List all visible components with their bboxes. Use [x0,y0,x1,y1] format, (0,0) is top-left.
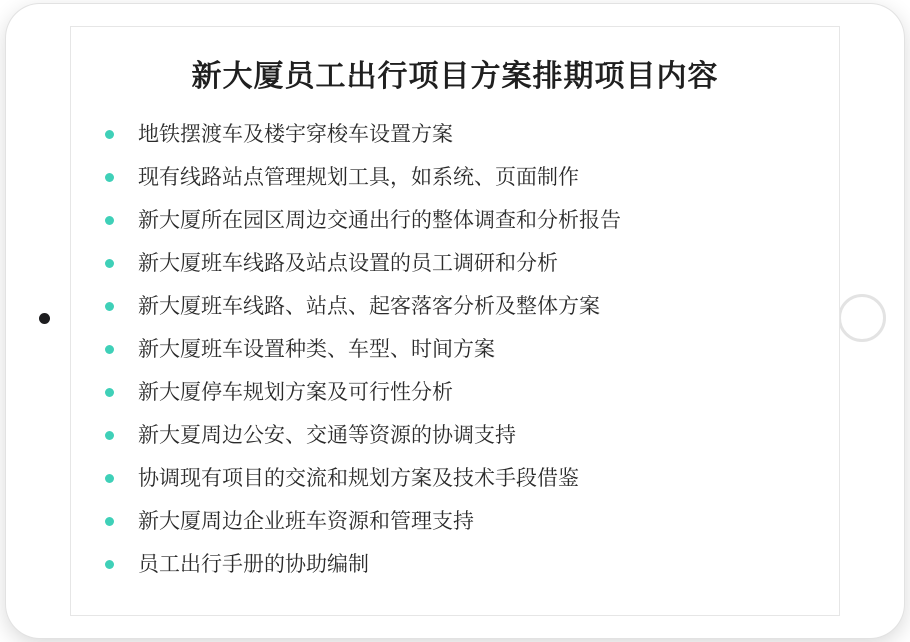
home-button-icon[interactable] [838,294,886,342]
list-item [105,199,805,242]
slide-screen [70,26,840,616]
list-item-label: 新大厦停车规划方案及可行性分析 [138,380,453,404]
camera-icon [39,313,50,324]
bullet-dot-icon [105,302,114,311]
list-item [105,328,805,371]
list-item [105,156,805,199]
bullet-list [71,105,839,586]
list-item-label: 协调现有项目的交流和规划方案及技术手段借鉴 [138,466,579,490]
list-item [105,457,805,500]
list-item-label: 新大厦班车设置种类、车型、时间方案 [138,337,495,361]
list-item [105,242,805,285]
list-item-label: 新大厦班车线路及站点设置的员工调研和分析 [138,251,558,275]
bullet-dot-icon [105,388,114,397]
list-item-label: 现有线路站点管理规划工具，如系统、页面制作 [138,165,579,189]
list-item-label: 员工出行手册的协助编制 [138,552,369,576]
list-item [105,500,805,543]
bullet-dot-icon [105,259,114,268]
list-item [105,113,805,156]
bullet-dot-icon [105,560,114,569]
bullet-dot-icon [105,216,114,225]
list-item [105,414,805,457]
list-item-label: 地铁摆渡车及楼宇穿梭车设置方案 [138,122,453,146]
tablet-device-frame [6,4,904,638]
list-item-label: 新大厦所在园区周边交通出行的整体调查和分析报告 [138,208,621,232]
bullet-dot-icon [105,517,114,526]
bullet-dot-icon [105,431,114,440]
bullet-dot-icon [105,474,114,483]
page-title: 新大厦员工出行项目方案排期项目内容 [191,60,719,93]
list-item [105,285,805,328]
list-item-label: 新大夏周边公安、交通等资源的协调支持 [138,423,516,447]
bullet-dot-icon [105,130,114,139]
list-item-label: 新大厦班车线路、站点、起客落客分析及整体方案 [138,294,600,318]
bullet-dot-icon [105,173,114,182]
list-item [105,543,805,586]
bullet-dot-icon [105,345,114,354]
list-item [105,371,805,414]
list-item-label: 新大厦周边企业班车资源和管理支持 [138,509,474,533]
